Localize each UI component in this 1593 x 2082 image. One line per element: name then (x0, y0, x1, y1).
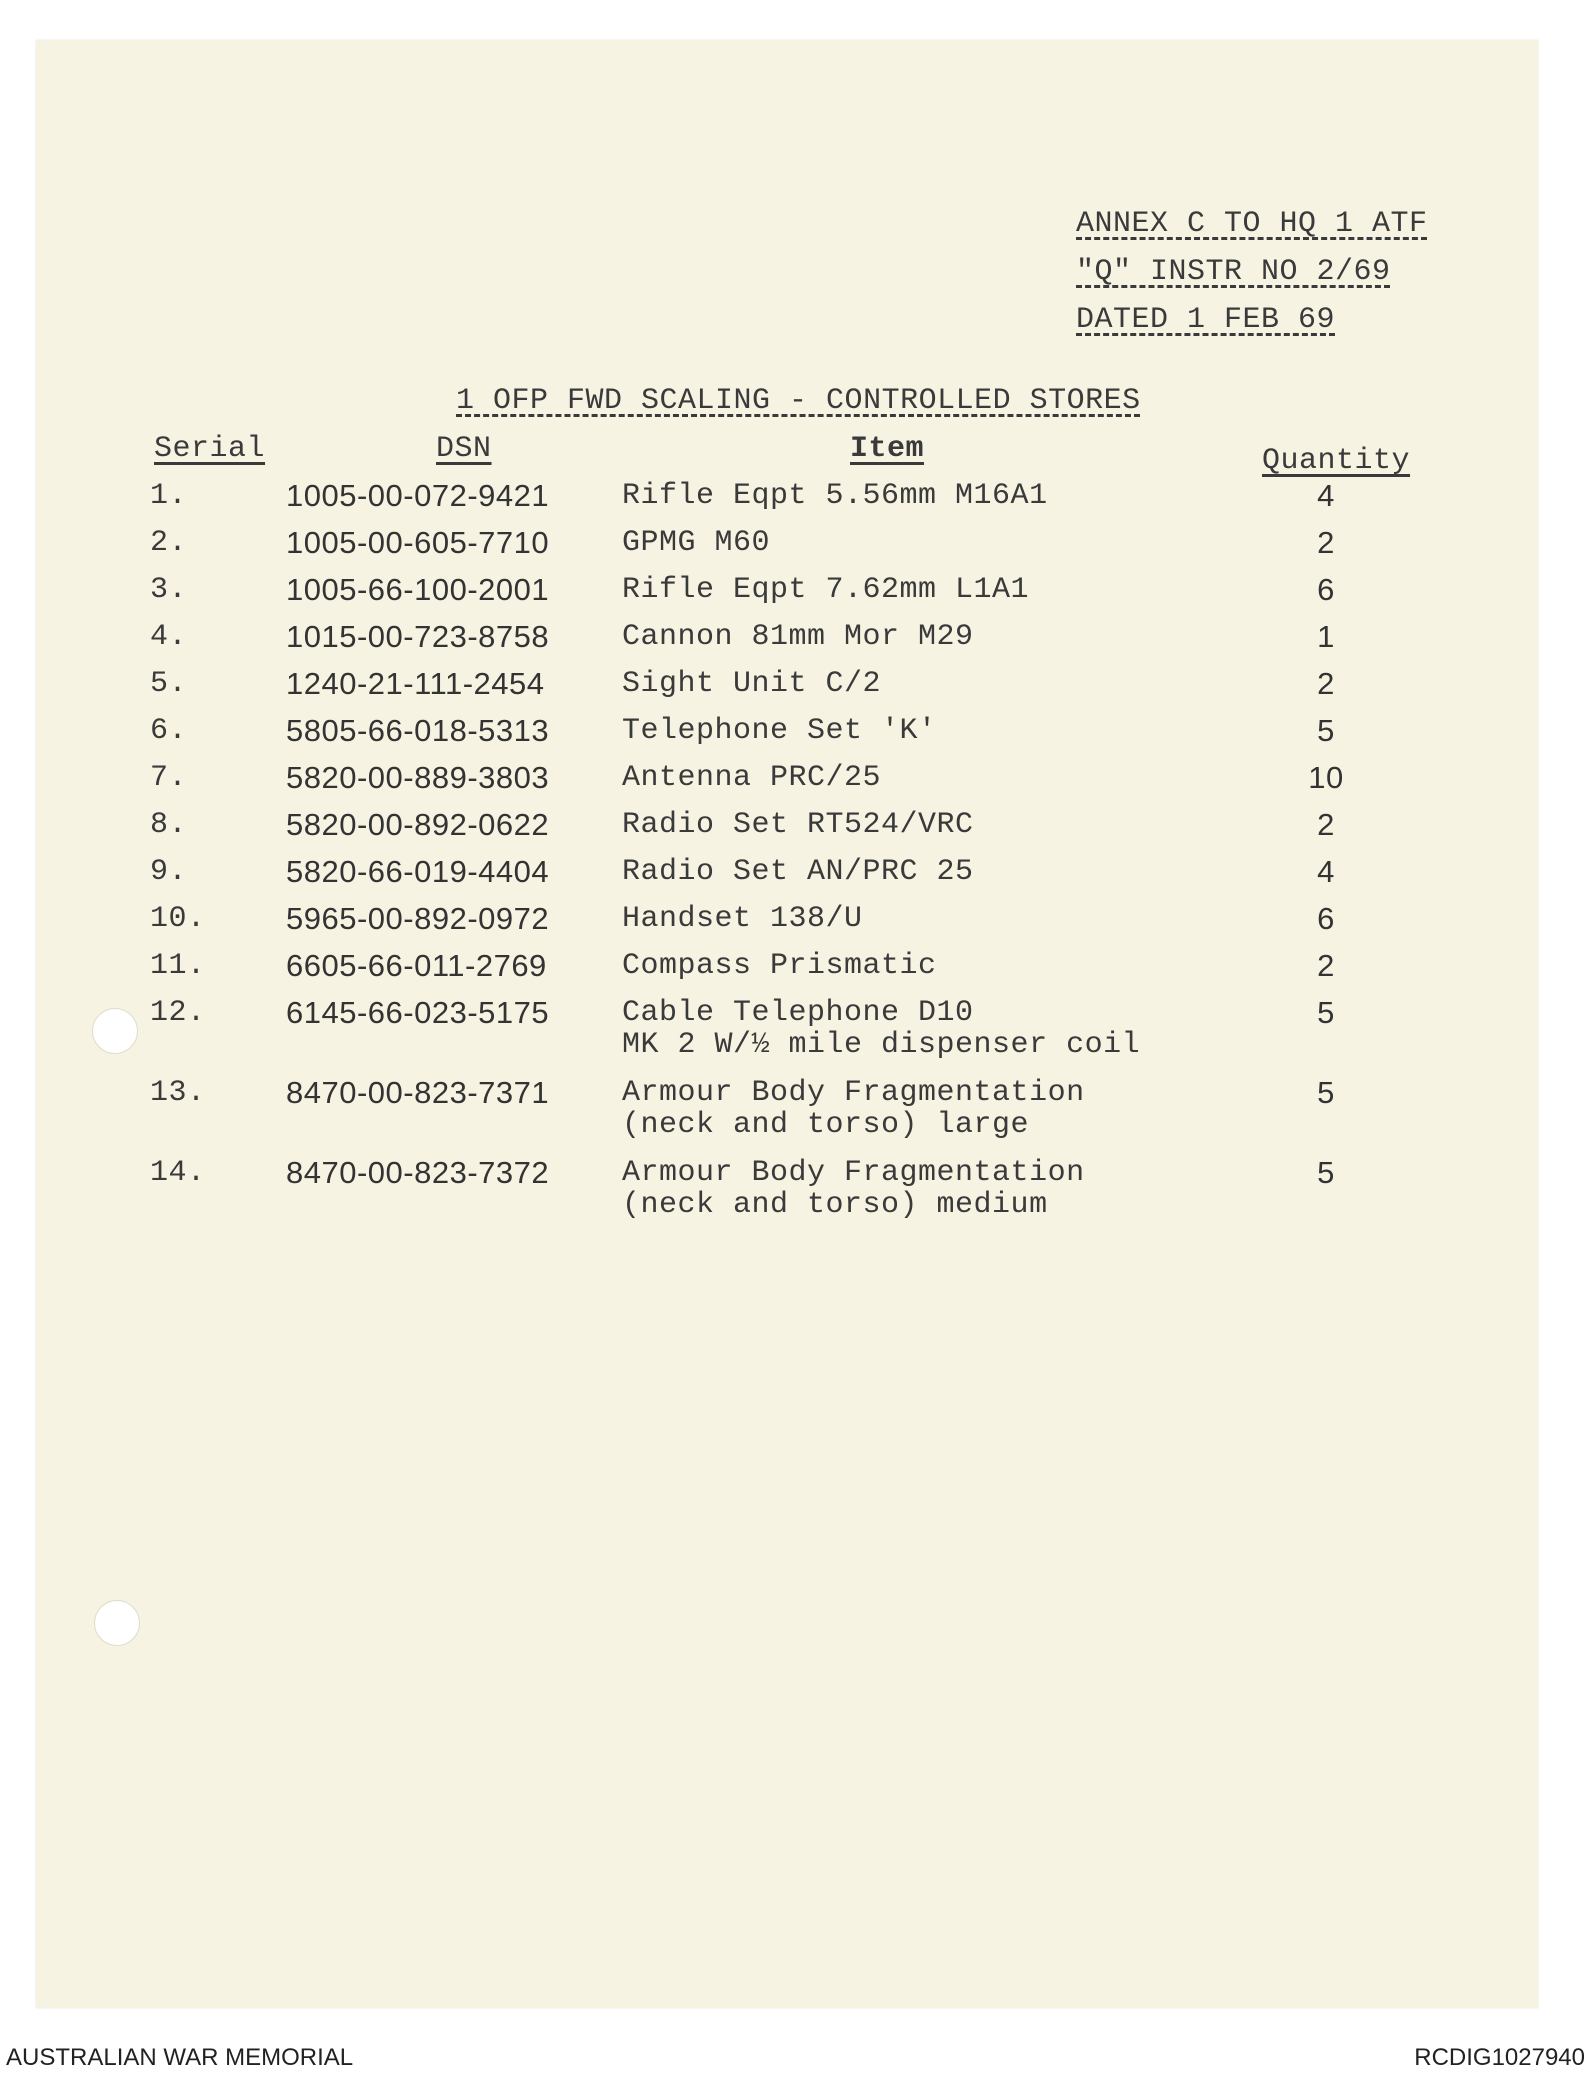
serial-cell: 10. (150, 902, 206, 936)
item-cell (622, 1077, 1085, 1141)
footer-archive-name: AUSTRALIAN WAR MEMORIAL (6, 2044, 354, 2071)
quantity-cell: 5 (1317, 713, 1335, 748)
item-cell (622, 809, 974, 841)
item-line: Compass Prismatic (622, 949, 937, 983)
quantity-cell: 10 (1308, 760, 1344, 795)
header-item: Item (850, 432, 925, 466)
header-quantity: Quantity (1262, 444, 1411, 478)
quantity-cell: 2 (1317, 807, 1335, 842)
item-cell (622, 950, 937, 982)
quantity-cell: 2 (1317, 948, 1335, 983)
header-dsn: DSN (436, 432, 492, 466)
item-line: GPMG M60 (622, 526, 771, 560)
item-line: Cable Telephone D10 (622, 996, 974, 1030)
quantity-cell: 4 (1317, 854, 1335, 889)
serial-cell: 3. (150, 573, 188, 607)
quantity-cell: 5 (1317, 995, 1335, 1030)
quantity-cell: 1 (1317, 619, 1335, 654)
punch-hole (92, 1008, 138, 1054)
item-cell (622, 762, 881, 794)
serial-cell: 12. (150, 996, 206, 1030)
dsn-cell: 1240-21-111-2454 (286, 666, 545, 701)
item-line: MK 2 W/½ mile dispenser coil (622, 1028, 1141, 1062)
dsn-cell: 5965-00-892-0972 (286, 901, 550, 936)
serial-cell: 7. (150, 761, 188, 795)
item-cell (622, 856, 974, 888)
dsn-cell: 6145-66-023-5175 (286, 995, 550, 1030)
serial-cell: 8. (150, 808, 188, 842)
dsn-cell: 8470-00-823-7372 (286, 1155, 550, 1190)
serial-cell: 6. (150, 714, 188, 748)
dsn-cell: 1005-00-605-7710 (286, 525, 550, 560)
quantity-cell: 2 (1317, 666, 1335, 701)
item-cell (622, 715, 937, 747)
serial-cell: 4. (150, 620, 188, 654)
serial-cell: 9. (150, 855, 188, 889)
dsn-cell: 8470-00-823-7371 (286, 1075, 550, 1110)
header-serial: Serial (154, 432, 266, 466)
item-line: Cannon 81mm Mor M29 (622, 620, 974, 654)
item-line: Handset 138/U (622, 902, 863, 936)
annex-reference (1076, 200, 1428, 344)
punch-hole (94, 1600, 140, 1646)
item-line: Radio Set RT524/VRC (622, 808, 974, 842)
item-line: (neck and torso) medium (622, 1188, 1048, 1222)
item-cell (622, 574, 1029, 606)
annex-line-2: "Q" INSTR NO 2/69 (1076, 255, 1391, 289)
annex-line-3: DATED 1 FEB 69 (1076, 303, 1336, 337)
quantity-cell: 2 (1317, 525, 1335, 560)
item-cell (622, 903, 863, 935)
quantity-cell: 5 (1317, 1075, 1335, 1110)
dsn-cell: 5820-66-019-4404 (286, 854, 550, 889)
dsn-cell: 6605-66-011-2769 (286, 948, 547, 983)
dsn-cell: 1015-00-723-8758 (286, 619, 550, 654)
dsn-cell: 5820-00-889-3803 (286, 760, 550, 795)
item-line: (neck and torso) large (622, 1108, 1030, 1142)
item-line: Telephone Set 'K' (622, 714, 937, 748)
item-cell (622, 1157, 1085, 1221)
serial-cell: 13. (150, 1076, 206, 1110)
dsn-cell: 5820-00-892-0622 (286, 807, 550, 842)
item-line: Sight Unit C/2 (622, 667, 882, 701)
quantity-cell: 4 (1317, 478, 1335, 513)
item-line: Rifle Eqpt 7.62mm L1A1 (622, 573, 1030, 607)
item-line: Armour Body Fragmentation (622, 1076, 1085, 1110)
item-line: Antenna PRC/25 (622, 761, 882, 795)
serial-cell: 2. (150, 526, 188, 560)
item-line: Radio Set AN/PRC 25 (622, 855, 974, 889)
item-cell (622, 480, 1048, 512)
item-line: Rifle Eqpt 5.56mm M16A1 (622, 479, 1048, 513)
item-cell (622, 527, 770, 559)
item-line: Armour Body Fragmentation (622, 1156, 1085, 1190)
quantity-cell: 6 (1317, 901, 1335, 936)
document-title: 1 OFP FWD SCALING - CONTROLLED STORES (456, 384, 1141, 418)
dsn-cell: 1005-66-100-2001 (286, 572, 550, 607)
item-cell (622, 997, 1140, 1061)
serial-cell: 11. (150, 949, 206, 983)
serial-cell: 1. (150, 479, 188, 513)
quantity-cell: 6 (1317, 572, 1335, 607)
serial-cell: 14. (150, 1156, 206, 1190)
item-cell (622, 668, 881, 700)
dsn-cell: 5805-66-018-5313 (286, 713, 550, 748)
quantity-cell: 5 (1317, 1155, 1335, 1190)
item-cell (622, 621, 974, 653)
dsn-cell: 1005-00-072-9421 (286, 478, 550, 513)
annex-line-1: ANNEX C TO HQ 1 ATF (1076, 207, 1428, 241)
serial-cell: 5. (150, 667, 188, 701)
footer-record-id: RCDIG1027940 (1414, 2044, 1585, 2071)
